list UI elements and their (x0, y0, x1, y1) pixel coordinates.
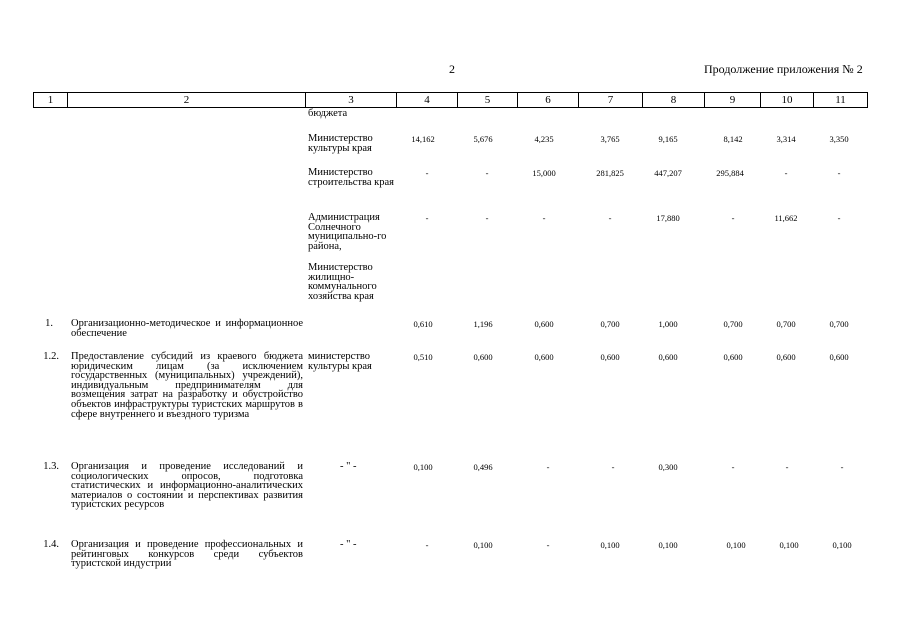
value-cell: 0,100 (726, 540, 746, 550)
value-cell: 0,100 (473, 540, 493, 550)
value-cell: - (542, 213, 546, 223)
value-cell: 0,600 (600, 352, 620, 362)
value-cell: 1,196 (473, 319, 493, 329)
column-header-3: 3 (306, 93, 397, 108)
value-cell: 5,676 (473, 134, 493, 144)
value-cell: - (425, 540, 429, 550)
value-cell: - (837, 168, 841, 178)
column-header-10: 10 (761, 93, 814, 108)
value-cell: 0,300 (658, 462, 678, 472)
value-cell: - (425, 168, 429, 178)
column-header-5: 5 (458, 93, 518, 108)
column-header-9: 9 (705, 93, 761, 108)
column-header-2: 2 (68, 93, 306, 108)
value-cell: 0,100 (658, 540, 678, 550)
row-number: 1.4. (43, 539, 59, 550)
column-header-row (34, 93, 868, 108)
page-number: 2 (449, 62, 455, 76)
value-cell: 3,765 (600, 134, 620, 144)
continuation-label: Продолжение приложения № 2 (704, 62, 863, 76)
value-cell: 1,000 (658, 319, 678, 329)
row-executor: министерство культуры края (308, 351, 372, 372)
value-cell: - (608, 213, 612, 223)
value-cell: - (546, 462, 550, 472)
value-cell: - (546, 540, 550, 550)
row-description: Предоставление субсидий из краевого бюджета юридическим лицам (за исключением государственных (муниципальных) учреждений), индивидуальным предпринимателям для возмещения затрат на разработку и обустройство объектов инфраструктуры туристских маршрутов в сфере внутреннего и въездного туризма (71, 351, 303, 420)
row-number: 1. (45, 318, 53, 329)
row-number: 1.2. (43, 351, 59, 362)
top-fragment-text: бюджета (308, 108, 348, 119)
column-header-1: 1 (34, 93, 68, 108)
value-cell: 9,165 (658, 134, 678, 144)
row-description: Организация и проведение исследований и социологических опросов, подготовка статистических и информационно-аналитических материалов о состоянии и перспективах развития туристских ресурсов (71, 461, 303, 511)
value-cell: - (785, 462, 789, 472)
value-cell: - (731, 462, 735, 472)
row-number: 1.3. (43, 461, 59, 472)
value-cell: 295,884 (716, 168, 744, 178)
executor-name: Министерство строительства края (308, 167, 394, 188)
row-executor: - " - (340, 539, 357, 550)
value-cell: 0,100 (413, 462, 433, 472)
value-cell: 0,600 (829, 352, 849, 362)
column-header-table (33, 92, 868, 108)
value-cell: 0,600 (473, 352, 493, 362)
column-header-7: 7 (579, 93, 643, 108)
value-cell: - (611, 462, 615, 472)
column-header-4: 4 (397, 93, 458, 108)
row-description: Организационно-методическое и информационное обеспечение (71, 318, 303, 339)
value-cell: 0,100 (600, 540, 620, 550)
value-cell: 4,235 (534, 134, 554, 144)
value-cell: 3,314 (776, 134, 796, 144)
value-cell: 0,700 (600, 319, 620, 329)
value-cell: 0,700 (723, 319, 743, 329)
executor-name: Министерство культуры края (308, 133, 373, 154)
value-cell: 0,610 (413, 319, 433, 329)
value-cell: 0,600 (534, 319, 554, 329)
value-cell: 0,100 (832, 540, 852, 550)
value-cell: - (425, 213, 429, 223)
value-cell: 0,700 (829, 319, 849, 329)
value-cell: - (837, 213, 841, 223)
value-cell: 8,142 (723, 134, 743, 144)
value-cell: 0,600 (723, 352, 743, 362)
executor-name: Министерство жилищно-коммунального хозяйства края (308, 262, 377, 302)
column-header-8: 8 (643, 93, 705, 108)
value-cell: 281,825 (596, 168, 624, 178)
value-cell: 0,700 (776, 319, 796, 329)
row-description: Организация и проведение профессиональных и рейтинговых конкурсов среди субъектов туристской индустрии (71, 539, 303, 570)
value-cell: - (731, 213, 735, 223)
value-cell: - (485, 213, 489, 223)
value-cell: 0,100 (779, 540, 799, 550)
value-cell: 447,207 (654, 168, 682, 178)
row-executor: - " - (340, 461, 357, 472)
value-cell: - (840, 462, 844, 472)
value-cell: 17,880 (656, 213, 680, 223)
value-cell: 0,496 (473, 462, 493, 472)
value-cell: 14,162 (411, 134, 435, 144)
executor-name: Администрация Солнечного муниципально-го района, (308, 212, 387, 252)
column-header-11: 11 (814, 93, 868, 108)
value-cell: - (784, 168, 788, 178)
value-cell: 3,350 (829, 134, 849, 144)
value-cell: 0,510 (413, 352, 433, 362)
value-cell: 0,600 (658, 352, 678, 362)
column-header-6: 6 (518, 93, 579, 108)
value-cell: 11,662 (774, 213, 798, 223)
value-cell: - (485, 168, 489, 178)
value-cell: 0,600 (776, 352, 796, 362)
value-cell: 15,000 (532, 168, 556, 178)
value-cell: 0,600 (534, 352, 554, 362)
